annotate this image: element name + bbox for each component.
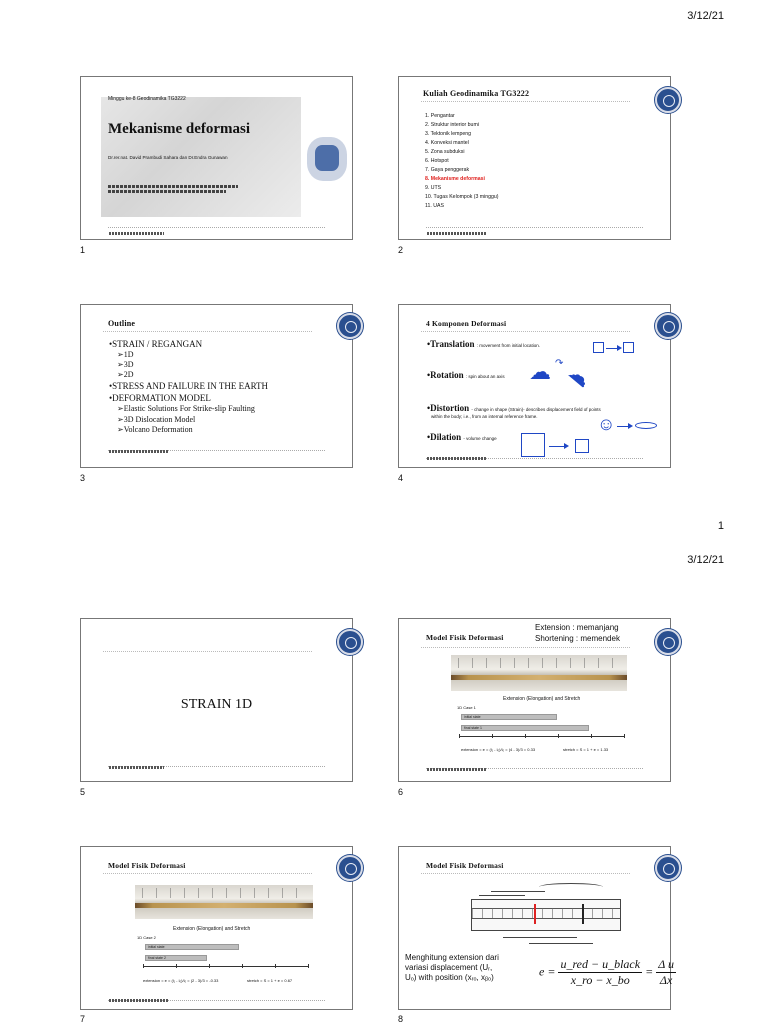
formula-numerator: u_red − u_black xyxy=(560,957,641,971)
title-divider xyxy=(421,331,630,332)
formula-lhs: e = xyxy=(539,964,556,979)
component-label: •Distortion xyxy=(427,403,470,413)
brace-delta-x xyxy=(539,883,603,891)
explanation-line: Uₒ) with position (xᵣₒ, xᵦₒ) xyxy=(405,973,494,982)
small-square-shape xyxy=(575,439,589,453)
displacement-diagram xyxy=(471,899,621,931)
list-item: 6. Hotspot xyxy=(425,158,449,164)
list-item: 1. Pengantar xyxy=(425,113,455,119)
course-line: Minggu ke-8 Geodinamika TG3222 xyxy=(108,96,186,102)
slide-number: 4 xyxy=(398,473,404,483)
slide-1[interactable] xyxy=(80,76,353,240)
explanation-line: variasi displacement (Uᵣ, xyxy=(405,963,493,972)
footer-divider xyxy=(108,227,325,228)
ruler-line xyxy=(472,918,620,919)
footer-text xyxy=(427,768,487,771)
ruler-ticks xyxy=(142,888,306,898)
ruler-photo xyxy=(451,655,627,691)
slide-title: 4 Komponen Deformasi xyxy=(426,319,507,328)
axis-tick xyxy=(591,734,592,738)
slide-title: Kuliah Geodinamika TG3222 xyxy=(423,89,530,98)
axis-tick xyxy=(275,964,276,968)
large-square-shape xyxy=(521,433,545,457)
slide-title: Model Fisik Deformasi xyxy=(426,861,504,870)
outline-subitem: ➢Elastic Solutions For Strike-slip Faulting xyxy=(117,404,255,413)
university-seal-logo xyxy=(655,855,681,881)
list-item: 2. Struktur interior bumi xyxy=(425,122,479,128)
extension-formula: extension = e = (l₁ - l₀)/l₀ = (2 - 3)/3 = -0.33 xyxy=(143,978,219,983)
footer-text xyxy=(109,232,164,235)
final-state-bar: final state 2 xyxy=(145,955,207,961)
list-item: 4. Konveksi mantel xyxy=(425,140,469,146)
ruler-ticks xyxy=(472,908,620,918)
title-divider xyxy=(421,647,630,648)
axis-tick xyxy=(308,964,309,968)
list-item: 9. UTS xyxy=(425,185,442,191)
slide-2[interactable] xyxy=(398,76,671,240)
list-item: 5. Zona subduksi xyxy=(425,149,465,155)
slide-number: 2 xyxy=(398,245,404,255)
slide-8[interactable] xyxy=(398,846,675,1010)
shortening-note: Shortening : memendek xyxy=(535,634,620,643)
slide-number: 1 xyxy=(80,245,86,255)
slide-7[interactable] xyxy=(80,846,353,1010)
smiley-face-icon: ☺ xyxy=(597,414,616,434)
component-dilation xyxy=(427,432,497,442)
figure-caption: Extension (Elongation) and Stretch xyxy=(173,926,251,932)
dimension-line-x-ro xyxy=(491,891,545,892)
rod xyxy=(451,675,627,680)
formula-denominator: x_ro − x_bo xyxy=(570,973,630,987)
page-date-top: 3/12/21 xyxy=(687,10,724,22)
axis-tick xyxy=(459,734,460,738)
slide-number: 3 xyxy=(80,473,86,483)
title-divider xyxy=(103,651,312,652)
affiliation-text xyxy=(108,190,226,193)
authors: Dr.rer.nat. David Prambudi Sahara dan Dr.Endra Gunawan xyxy=(108,155,228,160)
ruler-photo xyxy=(135,885,313,919)
rod xyxy=(135,903,313,908)
component-desc: : spin about an axis xyxy=(465,374,505,379)
component-label: •Rotation xyxy=(427,370,464,380)
component-distortion xyxy=(427,403,601,413)
ellipse-shape xyxy=(635,422,657,429)
extension-formula: extension = e = (l₁ - l₀)/l₀ = (4 - 3)/3 = 0.33 xyxy=(461,747,536,752)
title-divider xyxy=(103,873,312,874)
stretch-formula: stretch = S = 1 + e = 0.67 xyxy=(247,978,293,983)
list-item: 11. UAS xyxy=(425,203,444,209)
university-seal-logo xyxy=(307,137,347,181)
footer-divider xyxy=(426,227,643,228)
formula-numerator: Δ u xyxy=(658,957,675,971)
slide-title: Mekanisme deformasi xyxy=(108,121,251,137)
university-seal-logo xyxy=(655,313,681,339)
component-desc: : movement from initial location. xyxy=(476,343,541,348)
university-seal-logo xyxy=(337,629,363,655)
component-rotation xyxy=(427,370,505,380)
initial-state-bar: initial state xyxy=(461,714,557,720)
cloud-shape-icon: ☁ xyxy=(529,359,551,384)
formula-denominator: Δx xyxy=(659,973,673,987)
axis-tick xyxy=(492,734,493,738)
slide-title: STRAIN 1D xyxy=(180,697,253,712)
footer-text xyxy=(427,457,487,460)
outline-subitem: ➢3D Dislocation Model xyxy=(117,415,196,424)
arrow-right-icon xyxy=(549,446,567,447)
initial-state-bar: initial state xyxy=(145,944,239,950)
axis-tick xyxy=(624,734,625,738)
footer-text xyxy=(109,450,169,453)
slide-3[interactable] xyxy=(80,304,353,468)
university-seal-logo xyxy=(655,87,681,113)
title-divider xyxy=(421,101,630,102)
slide-number: 8 xyxy=(398,1014,404,1024)
list-item: 3. Tektonik lempeng xyxy=(425,131,472,137)
explanation-text xyxy=(405,953,499,983)
axis-tick xyxy=(176,964,177,968)
component-label: •Translation xyxy=(427,339,475,349)
outline-subitem: ➢2D xyxy=(117,370,134,379)
figure-caption: Extension (Elongation) and Stretch xyxy=(503,696,581,702)
affiliation-text xyxy=(108,185,238,188)
dimension-line-u-black xyxy=(529,943,593,944)
axis-tick xyxy=(143,964,144,968)
square-shape xyxy=(593,342,604,353)
arrow-right-icon xyxy=(617,426,631,427)
page-date-top: 3/12/21 xyxy=(687,554,724,566)
title-divider xyxy=(421,873,630,874)
component-translation xyxy=(427,339,540,349)
component-label: •Dilation xyxy=(427,432,462,442)
dimension-line-u-red xyxy=(503,937,577,938)
outline-item: •STRESS AND FAILURE IN THE EARTH xyxy=(109,381,269,391)
footer-text xyxy=(109,766,164,769)
university-seal-logo xyxy=(655,629,681,655)
arrow-right-icon xyxy=(606,348,620,349)
case-label: 1D Case 2 xyxy=(137,935,156,940)
axis-tick xyxy=(242,964,243,968)
slide-number: 5 xyxy=(80,787,86,797)
university-seal-logo xyxy=(337,313,363,339)
footer-text xyxy=(427,232,487,235)
explanation-line: Menghitung extension dari xyxy=(405,953,499,962)
formula-equals: = xyxy=(645,964,654,979)
case-label: 1D Case 1 xyxy=(457,705,476,710)
university-seal-logo xyxy=(337,855,363,881)
component-desc: - change in shape (Strain)- describes displacement field of points xyxy=(471,407,601,412)
slide-6[interactable] xyxy=(398,618,671,782)
outline-item: •DEFORMATION MODEL xyxy=(109,393,211,403)
cloud-shape-rotated-icon: ☁ xyxy=(563,358,597,393)
axis-tick xyxy=(558,734,559,738)
stretch-formula: stretch = S = 1 + e = 1.33 xyxy=(563,747,609,752)
list-item-highlighted: 8. Mekanisme deformasi xyxy=(425,176,485,182)
curved-arrow-icon: ↷ xyxy=(555,358,564,369)
outline-item: •STRAIN / REGANGAN xyxy=(109,339,203,349)
axis-tick xyxy=(525,734,526,738)
slide-number: 7 xyxy=(80,1014,86,1024)
dimension-line-x-bo xyxy=(479,895,525,896)
slide-number: 6 xyxy=(398,787,404,797)
axis-line xyxy=(459,736,625,737)
black-marker xyxy=(582,904,584,924)
square-shape xyxy=(623,342,634,353)
page-number: 1 xyxy=(717,520,724,532)
outline-subitem: ➢1D xyxy=(117,350,134,359)
axis-tick xyxy=(209,964,210,968)
title-divider xyxy=(103,331,312,332)
outline-subitem: ➢Volcano Deformation xyxy=(117,425,193,434)
extension-formula xyxy=(539,957,676,988)
axis-line xyxy=(143,966,309,967)
extension-note: Extension : memanjang xyxy=(535,623,619,632)
slide-4[interactable] xyxy=(398,304,671,468)
component-desc-continued: within the body; i.e., from an internal reference frame. xyxy=(431,414,538,419)
slide-title: Model Fisik Deformasi xyxy=(426,633,504,642)
slide-title: Model Fisik Deformasi xyxy=(108,861,186,870)
final-state-bar: final state 1 xyxy=(461,725,589,731)
list-item: 7. Gaya penggerak xyxy=(425,167,470,173)
list-item: 10. Tugas Kelompok (3 minggu) xyxy=(425,194,499,200)
ruler-ticks xyxy=(458,658,620,668)
component-desc: - volume change xyxy=(463,436,497,441)
outline-subitem: ➢3D xyxy=(117,360,134,369)
red-marker xyxy=(534,904,536,924)
footer-text xyxy=(109,999,169,1002)
slide-title: Outline xyxy=(108,319,136,328)
formula-fraction xyxy=(558,957,642,988)
formula-fraction-delta xyxy=(656,957,676,988)
slide-5[interactable] xyxy=(80,618,353,782)
